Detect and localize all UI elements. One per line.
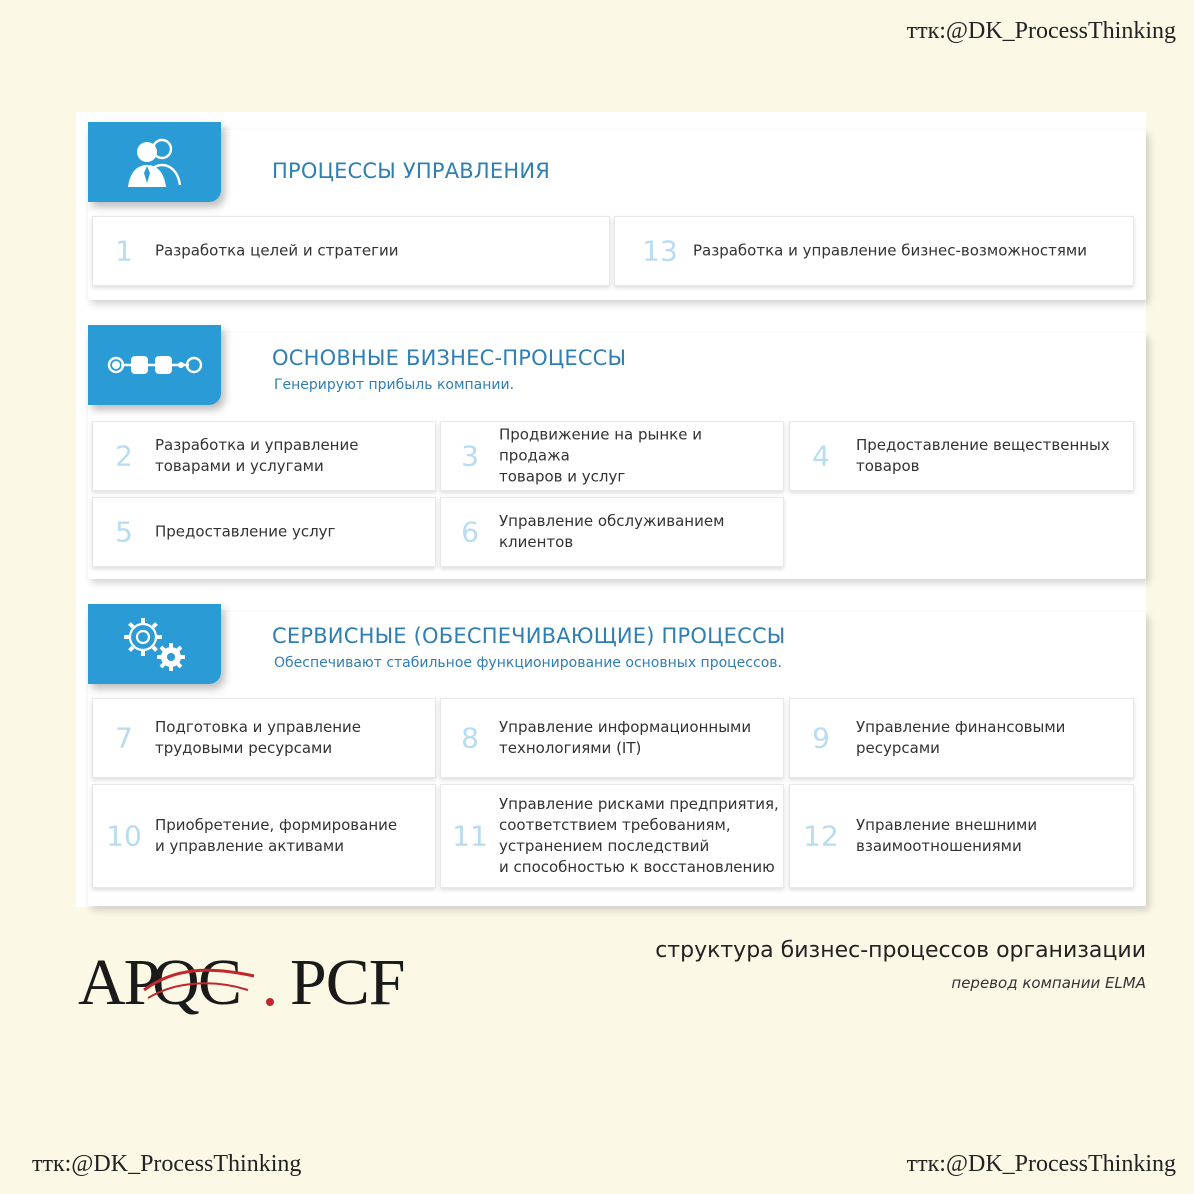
process-label: Управление рисками предприятия, соответствием требованиям, устранением последствий и способностью к восстановлению <box>499 795 779 876</box>
process-card <box>92 216 610 286</box>
apqc-pcf-logo <box>78 946 428 1016</box>
section-tab <box>88 122 221 202</box>
gears-icon <box>117 613 193 675</box>
process-label: Приобретение, формирование и управление активами <box>155 816 398 855</box>
process-number: 10 <box>106 819 142 853</box>
process-number: 11 <box>452 819 488 853</box>
process-number: 9 <box>812 721 830 755</box>
section-support <box>76 604 1146 906</box>
svg-text:C: C <box>198 946 242 1016</box>
process-number: 5 <box>115 515 133 549</box>
section-title: ОСНОВНЫЕ БИЗНЕС-ПРОЦЕССЫ <box>272 346 627 370</box>
apqc-pcf-logo-graphic <box>78 946 428 1016</box>
process-card <box>92 497 436 567</box>
process-label: Управление финансовыми ресурсами <box>856 718 1066 757</box>
watermark-top: ттк:@DK_ProcessThinking <box>906 18 1176 44</box>
process-card <box>92 421 436 491</box>
watermark-bottom-right: ттк:@DK_ProcessThinking <box>906 1151 1176 1177</box>
process-card <box>789 698 1134 778</box>
process-card <box>92 784 436 888</box>
process-number: 8 <box>461 721 479 755</box>
section-title: ПРОЦЕССЫ УПРАВЛЕНИЯ <box>272 159 551 183</box>
process-number: 7 <box>115 721 133 755</box>
caption-subtitle: перевод компании ELMA <box>951 974 1146 992</box>
watermark-bottom-left: ттк:@DK_ProcessThinking <box>32 1151 302 1177</box>
section-title: СЕРВИСНЫЕ (ОБЕСПЕЧИВАЮЩИЕ) ПРОЦЕССЫ <box>272 624 786 648</box>
svg-text:Q: Q <box>152 946 199 1016</box>
process-number: 13 <box>642 234 678 268</box>
process-label: Продвижение на рынке и продажа товаров и услуг <box>499 425 702 486</box>
process-label: Разработка и управление бизнес-возможностями <box>693 241 1087 260</box>
caption: структура бизнес-процессов организации <box>655 938 1146 963</box>
process-card <box>440 421 784 491</box>
process-label: Предоставление вещественных товаров <box>856 436 1110 475</box>
process-label: Разработка целей и стратегии <box>155 241 399 260</box>
section-subtitle: Обеспечивают стабильное функционирование основных процессов. <box>274 655 782 671</box>
process-number: 1 <box>115 234 133 268</box>
people-icon <box>120 133 190 191</box>
svg-text:AP: AP <box>78 946 159 1016</box>
process-number: 12 <box>803 819 839 853</box>
process-label: Предоставление услуг <box>155 522 336 541</box>
process-card <box>440 698 784 778</box>
process-label: Управление информационными технологиями (IT) <box>499 718 752 757</box>
process-number: 4 <box>812 439 830 473</box>
process-number: 3 <box>461 439 479 473</box>
process-card <box>614 216 1134 286</box>
section-management <box>76 122 1146 300</box>
section-tab <box>88 325 221 405</box>
process-label: Разработка и управление товарами и услугами <box>155 436 359 475</box>
process-label: Подготовка и управление трудовыми ресурсами <box>155 718 362 757</box>
section-core <box>76 325 1146 579</box>
process-card <box>440 497 784 567</box>
process-chain-icon <box>107 353 203 377</box>
section-tab <box>88 604 221 684</box>
process-label: Управление внешними взаимоотношениями <box>856 816 1038 855</box>
process-card <box>440 784 784 888</box>
process-number: 2 <box>115 439 133 473</box>
process-number: 6 <box>461 515 479 549</box>
svg-text:PCF: PCF <box>290 946 405 1016</box>
section-subtitle: Генерируют прибыль компании. <box>274 377 515 393</box>
process-card <box>92 698 436 778</box>
process-label: Управление обслуживанием клиентов <box>499 512 725 551</box>
process-card <box>789 784 1134 888</box>
process-card <box>789 421 1134 491</box>
